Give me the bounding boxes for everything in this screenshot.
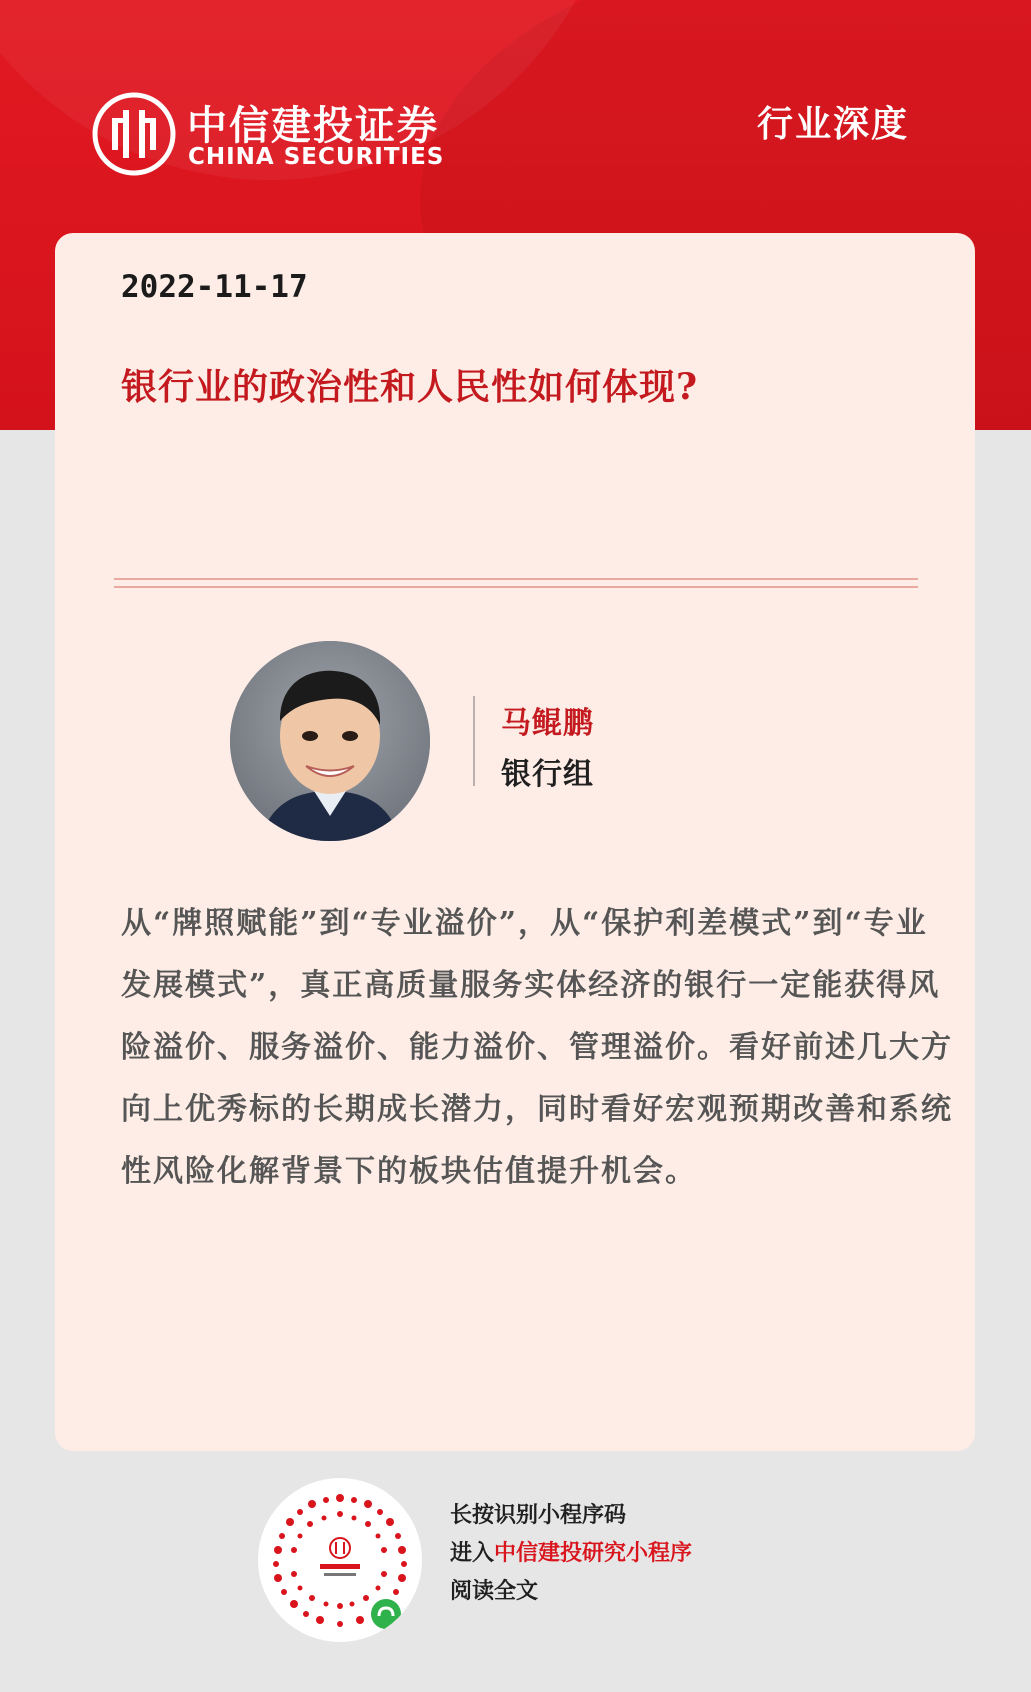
footer [0, 1478, 1031, 1648]
divider [114, 586, 918, 588]
report-date: 2022-11-17 [121, 269, 308, 305]
qr-instruction: 长按识别小程序码 [450, 1502, 627, 1528]
qr-read-full: 阅读全文 [450, 1578, 539, 1604]
author-name: 马鲲鹏 [501, 706, 594, 741]
author-avatar [230, 641, 430, 841]
report-category: 行业深度 [756, 103, 909, 145]
brand-name-cn: 中信建投证券 [187, 102, 439, 149]
brand-logo [92, 92, 452, 182]
author-photo-icon [230, 641, 430, 841]
divider [114, 578, 918, 580]
report-title: 银行业的政治性和人民性如何体现? [121, 366, 699, 408]
report-card [55, 233, 975, 1451]
brand-name-en: CHINA SECURITIES [188, 144, 445, 170]
china-securities-logo-icon [92, 92, 176, 176]
qr-entry-prefix: 进入 [450, 1540, 495, 1566]
author-group: 银行组 [501, 757, 594, 792]
qr-code-icon [258, 1478, 422, 1642]
mini-program-qr-code[interactable] [258, 1478, 422, 1642]
mini-program-link[interactable]: 中信建投研究小程序 [494, 1540, 693, 1566]
qr-entry-line [450, 1536, 692, 1567]
report-summary: 从“牌照赋能”到“专业溢价”，从“保护利差模式”到“专业发展模式”，真正高质量服务实体经济的银行一定能获得风险溢价、服务溢价、能力溢价、管理溢价。看好前述几大方向上优秀标的长期成长潜力，同时看好宏观预期改善和系统性风险化解背景下的板块估值提升机会。 [121, 906, 953, 1189]
author-divider [473, 696, 475, 786]
